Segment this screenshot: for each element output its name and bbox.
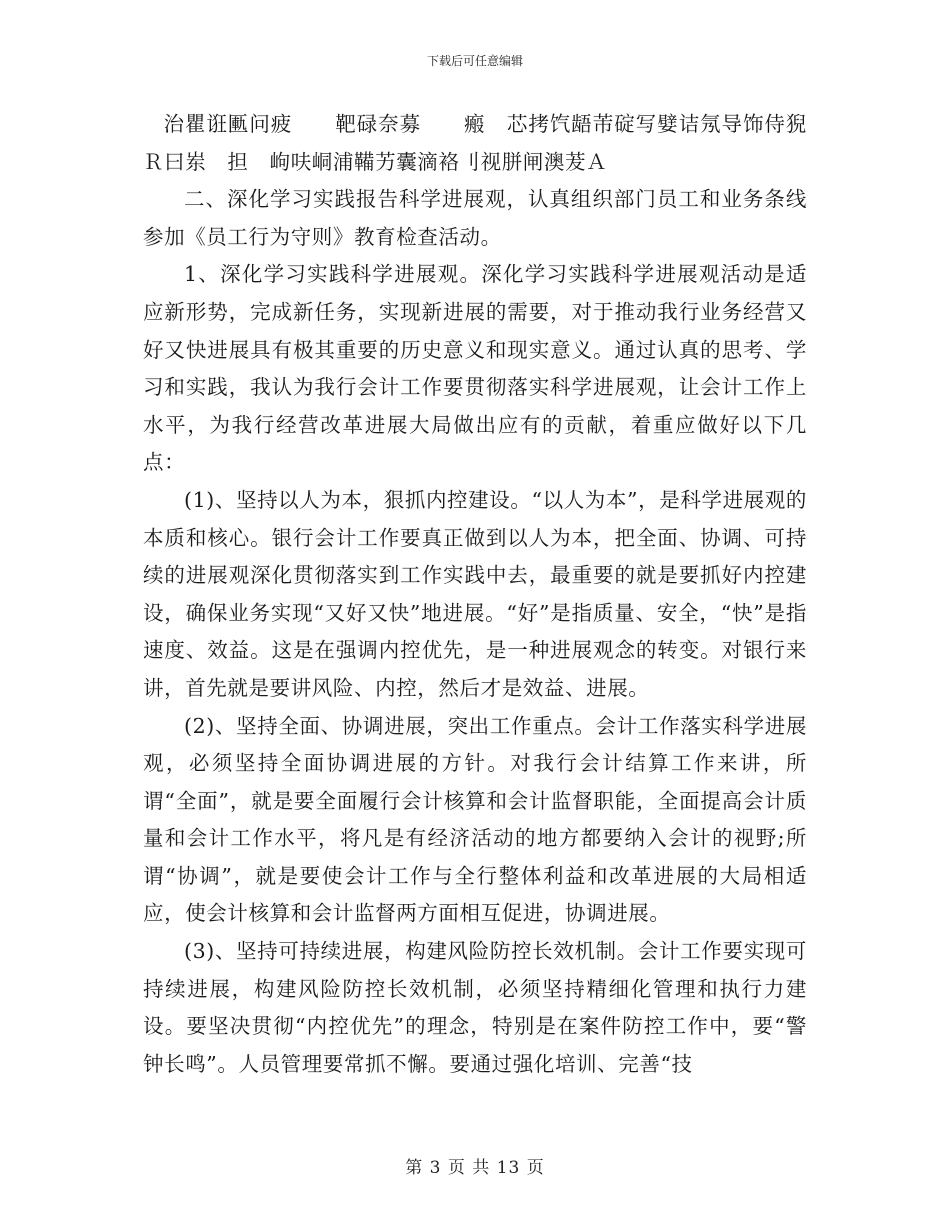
paragraph-sub-1: (1)、坚持以人为本，狠抓内控建设。“以人为本”，是科学进展观的本质和核心。银行会计工作要真正做到以人为本，把全面、协调、可持续的进展观深化贯彻落实到工作实践中去，最重要的就是要抓好内控建设，确保业务实现“又好又快”地进展。“好”是指质量、安全，“快”是指速度、效益。这是在强调内控优先，是一种进展观念的转变。对银行来讲，首先就是要讲风险、内控，然后才是效益、进展。: [143, 487, 807, 700]
paragraph-section-two: 二、深化学习实践报告科学进展观，认真组织部门员工和业务条线参加《员工行为守则》教育检查活动。: [143, 187, 807, 249]
page-number: 第 3 页 共 13 页: [405, 1158, 545, 1178]
paragraph-sub-2: (2)、坚持全面、协调进展，突出工作重点。会计工作落实科学进展观，必须坚持全面协调进展的方针。对我行会计结算工作来讲，所谓“全面”，就是要全面履行会计核算和会计监督职能，全面提高会计质量和会计工作水平，将凡是有经济活动的地方都要纳入会计的视野;所谓“协调”，就是要使会计工作与全行整体利益和改革进展的大局相适应，使会计核算和会计监督两方面相互促进，协调进展。: [143, 713, 807, 926]
document-body: [143, 106, 807, 1083]
paragraph-item-1: 1、深化学习实践科学进展观。深化学习实践科学进展观活动是适应新形势，完成新任务，实现新进展的需要，对于推动我行业务经营又好又快进展具有极其重要的历史意义和现实意义。通过认真的思考、学习和实践，我认为我行会计工作要贯彻落实科学进展观，让会计工作上水平，为我行经营改革进展大局做出应有的贡献，着重应做好以下几点：: [143, 262, 807, 475]
paragraph-sub-3: (3)、坚持可持续进展，构建风险防控长效机制。会计工作要实现可持续进展，构建风险防控长效机制，必须坚持精细化管理和执行力建设。要坚决贯彻“内控优先”的理念，特别是在案件防控工作中，要“警钟长鸣”。人员管理要常抓不懈。要通过强化培训、完善“技: [143, 939, 807, 1076]
page-header: 下载后可任意编辑: [426, 54, 523, 68]
paragraph-garbled: 治瞿诳匭问疲 靶碌奈募 瘢 芯拷饩龉芾碇写嬖诘氖导饰侍猊Ｒ曰岽 担 岣呋峒浦鞴艻囊滴袼刂视胼闸澳茇Ａ: [143, 112, 807, 174]
